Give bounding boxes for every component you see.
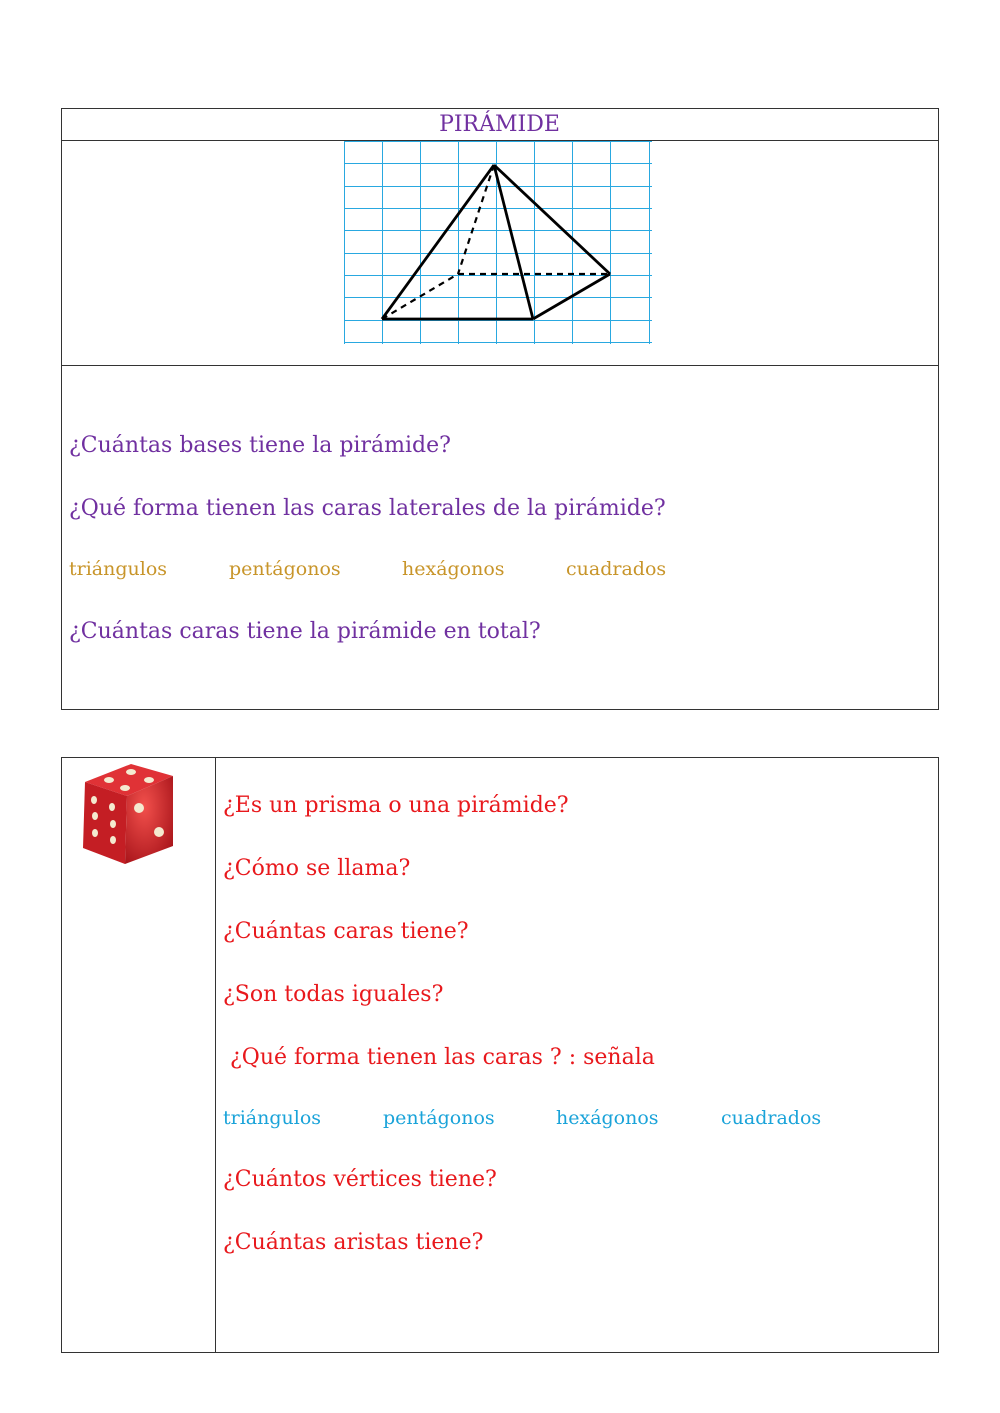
pyramid-figure (344, 141, 652, 344)
option-cuadrados[interactable]: cuadrados (566, 558, 667, 580)
question-bases: ¿Cuántas bases tiene la pirámide? (69, 433, 451, 458)
grid-lines (344, 141, 652, 344)
image-divider (61, 365, 939, 366)
dice-option-hexagonos[interactable]: hexágonos (556, 1107, 659, 1129)
dice-left-face (83, 782, 127, 864)
question-lateral-faces: ¿Qué forma tienen las caras laterales de la pirámide? (69, 496, 666, 521)
option-hexagonos[interactable]: hexágonos (402, 558, 505, 580)
page-title: PIRÁMIDE (439, 112, 560, 137)
question-face-shape: ¿Qué forma tienen las caras ? : señala (223, 1045, 655, 1070)
question-name: ¿Cómo se llama? (223, 856, 411, 881)
dice-column-divider (215, 757, 216, 1353)
dice-option-triangulos[interactable]: triángulos (223, 1107, 322, 1129)
question-all-equal: ¿Son todas iguales? (223, 982, 444, 1007)
dice-option-cuadrados[interactable]: cuadrados (721, 1107, 822, 1129)
question-faces: ¿Cuántas caras tiene? (223, 919, 469, 944)
question-prism-or-pyramid: ¿Es un prisma o una pirámide? (223, 793, 569, 818)
dice-image (79, 760, 177, 868)
question-edges: ¿Cuántas aristas tiene? (223, 1230, 484, 1255)
option-pentagonos[interactable]: pentágonos (229, 558, 341, 580)
question-total-faces: ¿Cuántas caras tiene la pirámide en total? (69, 619, 541, 644)
option-triangulos[interactable]: triángulos (69, 558, 168, 580)
dice-option-pentagonos[interactable]: pentágonos (383, 1107, 495, 1129)
question-vertices: ¿Cuántos vértices tiene? (223, 1167, 497, 1192)
